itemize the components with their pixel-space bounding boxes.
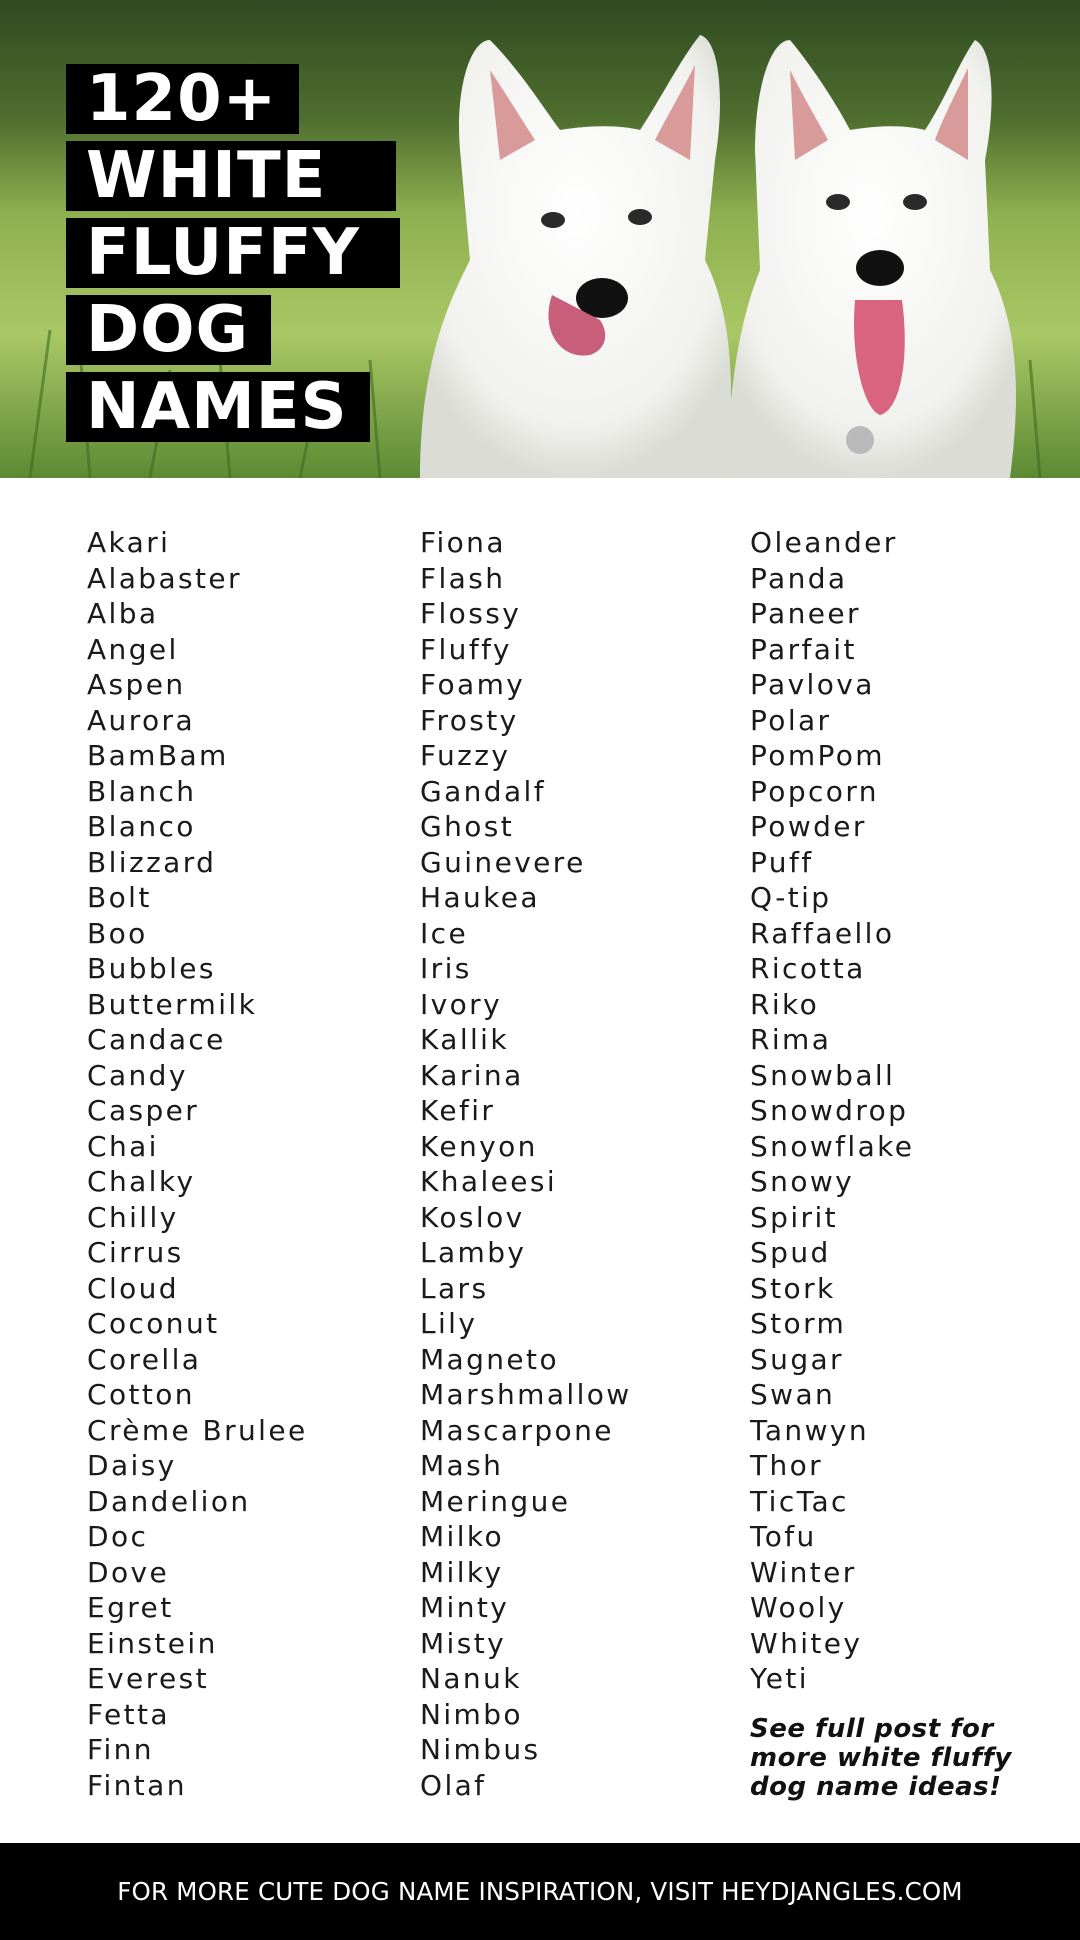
dog-name-item: Winter [750, 1555, 857, 1589]
dog-name-item: Cloud [87, 1271, 179, 1305]
dog-name-item: Stork [750, 1271, 836, 1305]
dog-name-item: Karina [420, 1058, 524, 1092]
dog-name-item: Kallik [420, 1023, 509, 1056]
see-full-post-note: See full post for more white fluffy dog name ideas! [750, 1714, 1012, 1802]
dog-name-item: Parfait [750, 632, 857, 666]
footer-text: FOR MORE CUTE DOG NAME INSPIRATION, VISIT HEYDJANGLES.COM [117, 1877, 963, 1906]
dog-name-item: Dove [87, 1555, 170, 1589]
dog-name-item: Snowdrop [750, 1094, 909, 1127]
dog-name-item: Guinevere [420, 845, 586, 879]
dog-name-item: Blanch [87, 774, 197, 808]
dog-name-item: Buttermilk [87, 987, 258, 1021]
dog-name-item: Popcorn [750, 774, 879, 808]
dog-name-item: Frosty [420, 703, 519, 737]
dog-name-item: Bolt [87, 881, 152, 914]
dog-name-item: Riko [750, 987, 820, 1021]
dog-name-item: Fetta [87, 1697, 170, 1731]
dog-name-item: Lars [420, 1271, 489, 1305]
names-column-2 [420, 525, 632, 1803]
dog-name-item: Snowball [750, 1058, 896, 1092]
dog-name-item: Magneto [420, 1342, 559, 1376]
dog-name-item: Minty [420, 1591, 510, 1624]
dog-name-item: Cirrus [87, 1236, 184, 1269]
dog-name-item: Ivory [420, 987, 503, 1021]
dog-name-item: Spirit [750, 1200, 838, 1234]
dog-name-item: Milko [420, 1520, 505, 1553]
dog-name-item: Q-tip [750, 881, 832, 914]
dog-name-item: Nimbus [420, 1733, 541, 1766]
dog-name-item: Mash [420, 1449, 504, 1482]
dog-name-item: Kefir [420, 1094, 496, 1127]
dog-name-item: Khaleesi [420, 1165, 558, 1198]
dog-name-item: Snowflake [750, 1129, 915, 1163]
dog-name-item: Raffaello [750, 916, 895, 950]
dog-name-item: Cotton [87, 1378, 195, 1411]
dog-name-item: Candy [87, 1058, 188, 1092]
dog-name-item: Fintan [87, 1768, 187, 1802]
dog-name-item: Snowy [750, 1165, 855, 1198]
dog-name-item: Paneer [750, 597, 861, 630]
dog-name-item: Alabaster [87, 561, 242, 595]
dog-name-item: Wooly [750, 1591, 847, 1624]
dog-name-item: Yeti [750, 1662, 809, 1695]
dog-name-item: Corella [87, 1342, 202, 1376]
dog-name-item: Milky [420, 1555, 504, 1589]
title-line-dog: DOG [66, 295, 271, 365]
dog-name-item: Alba [87, 597, 159, 630]
dog-name-item: Lamby [420, 1236, 527, 1269]
dog-name-item: Einstein [87, 1626, 218, 1660]
dog-name-item: Thor [750, 1449, 824, 1482]
dog-name-item: Tofu [750, 1520, 817, 1553]
dog-name-item: Iris [420, 952, 472, 985]
title-line-count: 120+ [66, 64, 299, 134]
dog-name-item: Fluffy [420, 632, 512, 666]
dog-name-item: Aspen [87, 668, 186, 701]
dog-name-item: Foamy [420, 668, 526, 701]
title-block [66, 64, 400, 449]
dog-name-item: Candace [87, 1023, 226, 1056]
dog-name-item: Ice [420, 916, 469, 950]
dog-name-item: Gandalf [420, 774, 546, 808]
dog-name-item: Haukea [420, 881, 540, 914]
dog-name-item: Panda [750, 561, 848, 595]
dog-name-item: Finn [87, 1733, 154, 1766]
hero-photo [0, 0, 1080, 478]
dog-name-item: Lily [420, 1307, 478, 1340]
dog-name-item: Puff [750, 845, 814, 879]
names-column-3 [750, 525, 914, 1697]
dog-name-item: Crème Brulee [87, 1413, 308, 1447]
dog-name-item: TicTac [750, 1484, 849, 1518]
dog-name-item: Pavlova [750, 668, 875, 701]
dog-name-item: Chalky [87, 1165, 196, 1198]
dog-name-item: Polar [750, 703, 832, 737]
dog-name-item: Akari [87, 526, 171, 559]
dog-name-item: Powder [750, 810, 867, 843]
dog-name-item: Mascarpone [420, 1413, 614, 1447]
dog-name-item: Daisy [87, 1449, 177, 1482]
dog-name-item: Chilly [87, 1200, 179, 1234]
dog-name-item: Boo [87, 916, 148, 950]
dog-name-item: Spud [750, 1236, 831, 1269]
names-column-1 [87, 525, 308, 1803]
dog-name-item: Kenyon [420, 1129, 538, 1163]
title-line-white: WHITE [66, 141, 396, 211]
dog-name-item: Nanuk [420, 1662, 522, 1695]
dog-name-item: Oleander [750, 526, 898, 559]
title-line-names: NAMES [66, 372, 370, 442]
dog-name-item: Chai [87, 1129, 159, 1163]
dog-names-list [0, 525, 1080, 1815]
dog-name-item: Fiona [420, 526, 506, 559]
dog-name-item: Meringue [420, 1484, 571, 1518]
dog-name-item: Ghost [420, 810, 515, 843]
dog-name-item: Everest [87, 1662, 209, 1695]
dog-name-item: Doc [87, 1520, 149, 1553]
dog-name-item: Casper [87, 1094, 200, 1127]
dog-name-item: Misty [420, 1626, 507, 1660]
dog-name-item: Whitey [750, 1626, 863, 1660]
dog-name-item: Swan [750, 1378, 836, 1411]
dog-name-item: Egret [87, 1591, 174, 1624]
dog-name-item: Ricotta [750, 952, 866, 985]
dog-name-item: Fuzzy [420, 739, 511, 772]
dog-name-item: Nimbo [420, 1697, 523, 1731]
dog-name-item: Rima [750, 1023, 832, 1056]
title-line-fluffy: FLUFFY [66, 218, 400, 288]
dog-name-item: Coconut [87, 1307, 220, 1340]
dog-name-item: Tanwyn [750, 1413, 869, 1447]
dog-name-item: Sugar [750, 1342, 844, 1376]
dog-name-item: Flossy [420, 597, 522, 630]
dog-name-item: Koslov [420, 1200, 525, 1234]
dog-name-item: Dandelion [87, 1484, 251, 1518]
dog-name-item: Flash [420, 561, 506, 595]
footer-banner [0, 1843, 1080, 1940]
dog-name-item: Olaf [420, 1768, 487, 1802]
dog-name-item: Marshmallow [420, 1378, 632, 1411]
dog-name-item: Aurora [87, 703, 195, 737]
dog-name-item: Storm [750, 1307, 847, 1340]
dog-name-item: PomPom [750, 739, 885, 772]
dog-name-item: BamBam [87, 739, 229, 772]
dog-name-item: Angel [87, 632, 179, 666]
dog-name-item: Bubbles [87, 952, 216, 985]
dog-name-item: Blizzard [87, 845, 217, 879]
dog-name-item: Blanco [87, 810, 196, 843]
